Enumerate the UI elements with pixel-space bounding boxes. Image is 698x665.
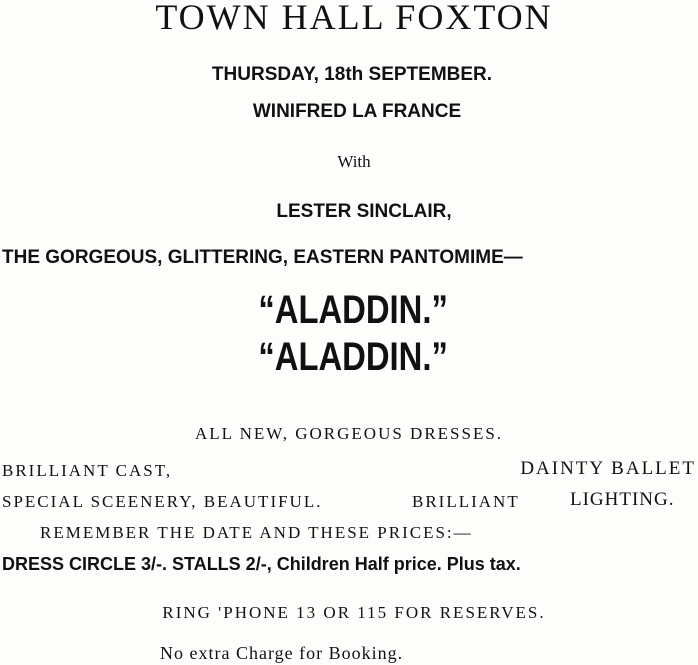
show-title-secondary: “ALADDIN.” bbox=[258, 335, 448, 379]
booking-line: No extra Charge for Booking. bbox=[160, 643, 404, 663]
show-title-primary: “ALADDIN.” bbox=[258, 288, 448, 332]
brilliant-line: BRILLIANT bbox=[412, 492, 520, 511]
scenery-line: SPECIAL SCEENERY, BEAUTIFUL. bbox=[2, 492, 323, 511]
cast-line: BRILLIANT CAST, bbox=[2, 461, 173, 480]
star-performer: WINIFRED LA FRANCE bbox=[252, 101, 462, 122]
venue-title: TOWN HALL FOXTON bbox=[155, 0, 553, 37]
prices-line: DRESS CIRCLE 3/-. STALLS 2/-, Children Half price. Plus tax. bbox=[2, 554, 521, 574]
dresses-line: ALL NEW, GORGEOUS DRESSES. bbox=[194, 424, 504, 443]
show-billing: THE GORGEOUS, GLITTERING, EASTERN PANTOMIME— bbox=[2, 247, 523, 268]
co-star-performer: LESTER SINCLAIR, bbox=[276, 201, 452, 222]
reserves-line: RING 'PHONE 13 OR 115 FOR RESERVES. bbox=[162, 603, 546, 622]
ballet-line: DAINTY BALLET bbox=[520, 458, 696, 479]
lighting-line: LIGHTING. bbox=[570, 489, 675, 510]
remember-line: REMEMBER THE DATE AND THESE PRICES:— bbox=[40, 523, 473, 542]
with-label: With bbox=[337, 152, 371, 171]
performance-date: THURSDAY, 18th SEPTEMBER. bbox=[211, 64, 493, 85]
